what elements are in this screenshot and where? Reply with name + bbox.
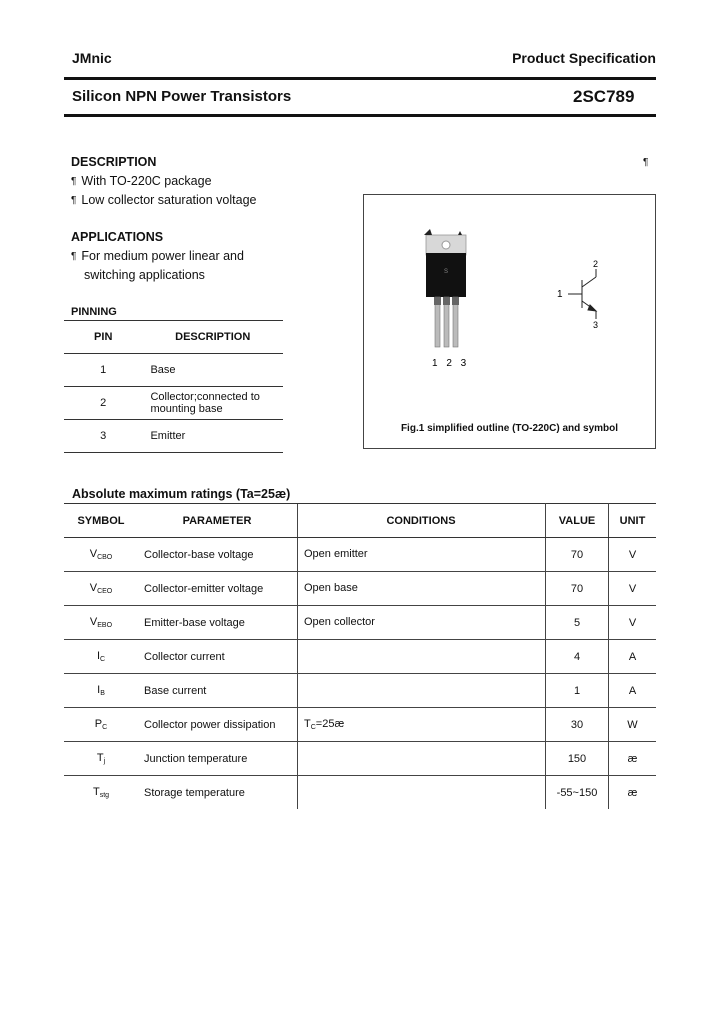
- applications-heading: APPLICATIONS: [71, 230, 164, 244]
- ratings-table: [64, 503, 656, 809]
- pin-description: Base: [142, 354, 283, 387]
- conditions-cell: [298, 538, 546, 572]
- value-cell: 30: [546, 708, 609, 742]
- table-row: [64, 606, 656, 640]
- col-value: VALUE: [546, 504, 609, 538]
- value-cell: 1: [546, 674, 609, 708]
- condition-text: T: [304, 718, 311, 730]
- unit-cell: W: [609, 708, 657, 742]
- unit-cell: V: [609, 538, 657, 572]
- title-rule: [64, 114, 656, 117]
- symbol-label-emitter: 3: [593, 320, 599, 330]
- table-row: [64, 674, 656, 708]
- table-row: [64, 420, 283, 453]
- pin-number: 2: [64, 387, 142, 420]
- npn-transistor-symbol: [568, 269, 596, 319]
- symbol-label-base: 1: [557, 289, 563, 300]
- table-row: [64, 708, 656, 742]
- symbol-cell: [64, 776, 138, 810]
- col-unit: UNIT: [609, 504, 657, 538]
- conditions-cell: [298, 572, 546, 606]
- pin-description: Emitter: [142, 420, 283, 453]
- symbol-cell: [64, 742, 138, 776]
- conditions-cell: [298, 674, 546, 708]
- applications-item-continued: switching applications: [84, 268, 205, 282]
- parameter-cell: Base current: [138, 674, 298, 708]
- table-row: [64, 640, 656, 674]
- table-row: [64, 387, 283, 420]
- symbol-main: P: [94, 718, 103, 730]
- table-row: [64, 776, 656, 810]
- col-symbol: SYMBOL: [64, 504, 138, 538]
- symbol-main: T: [92, 786, 100, 798]
- pinning-col-description: DESCRIPTION: [142, 321, 283, 354]
- stray-glyph: ¶: [643, 157, 649, 168]
- unit-cell: A: [609, 674, 657, 708]
- pinning-col-pin: PIN: [64, 321, 142, 354]
- symbol-subscript: EBO: [97, 622, 113, 629]
- bullet-glyph: ¶: [71, 195, 77, 206]
- symbol-subscript: CBO: [97, 554, 113, 561]
- pinning-table: [64, 320, 283, 453]
- value-cell: -55~150: [546, 776, 609, 810]
- parameter-cell: Storage temperature: [144, 786, 245, 799]
- value-cell: 70: [546, 538, 609, 572]
- symbol-subscript: B: [100, 690, 105, 697]
- symbol-cell: [64, 606, 138, 640]
- table-row: [64, 742, 656, 776]
- parameter-cell: Collector-base voltage: [138, 538, 298, 572]
- pin-number: 1: [64, 354, 142, 387]
- symbol-label-collector: 2: [593, 259, 599, 269]
- symbol-subscript: C: [102, 724, 108, 731]
- symbol-main: V: [89, 548, 98, 560]
- value-cell: 70: [546, 572, 609, 606]
- parameter-cell: Emitter-base voltage: [138, 606, 298, 640]
- svg-text:S: S: [444, 269, 449, 275]
- value-cell: 5: [546, 606, 609, 640]
- condition-text: Open collector: [304, 616, 375, 628]
- col-conditions: CONDITIONS: [298, 504, 546, 538]
- bullet-glyph: ¶: [71, 251, 77, 262]
- part-number: 2SC789: [573, 87, 635, 106]
- ratings-title: Absolute maximum ratings (Ta=25æ): [72, 487, 291, 501]
- table-row: [64, 572, 656, 606]
- conditions-cell: [298, 776, 546, 810]
- symbol-subscript: j: [103, 758, 106, 765]
- parameter-cell: Junction temperature: [138, 742, 298, 776]
- figure-caption: Fig.1 simplified outline (TO-220C) and symbol: [400, 423, 619, 434]
- condition-tail: =25æ: [315, 718, 345, 730]
- description-heading: DESCRIPTION: [71, 155, 157, 169]
- conditions-cell: [298, 640, 546, 674]
- table-row: [64, 538, 656, 572]
- condition-subscript: C: [310, 724, 316, 731]
- applications-item-text: For medium power linear and: [81, 249, 244, 263]
- document-type: Product Specification: [512, 50, 656, 66]
- package-pin-labels: 1 2 3: [432, 358, 470, 369]
- symbol-subscript: C: [100, 656, 106, 663]
- symbol-main: I: [97, 684, 101, 696]
- product-title: Silicon NPN Power Transistors: [72, 88, 292, 105]
- symbol-cell: [64, 538, 138, 572]
- symbol-cell: [64, 572, 138, 606]
- symbol-main: T: [96, 752, 104, 764]
- symbol-cell: [64, 708, 138, 742]
- description-item-text: Low collector saturation voltage: [81, 193, 257, 207]
- condition-text: Open base: [304, 582, 358, 594]
- header-rule: [64, 77, 656, 80]
- symbol-subscript: CEO: [97, 588, 113, 595]
- applications-item: [71, 249, 244, 263]
- symbol-main: I: [96, 650, 100, 662]
- bullet-glyph: ¶: [71, 176, 77, 187]
- condition-text: Open emitter: [304, 548, 368, 560]
- unit-cell: æ: [609, 742, 657, 776]
- pinning-heading: PINNING: [71, 306, 117, 318]
- conditions-cell: [298, 606, 546, 640]
- pin-description: Collector;connected to mounting base: [142, 387, 283, 420]
- pin-number: 3: [64, 420, 142, 453]
- symbol-main: V: [89, 616, 98, 628]
- conditions-cell: [298, 742, 546, 776]
- value-cell: 4: [546, 640, 609, 674]
- package-outline-and-symbol: [364, 195, 655, 448]
- parameter-cell: Collector current: [138, 640, 298, 674]
- symbol-main: V: [89, 582, 98, 594]
- col-parameter: PARAMETER: [138, 504, 298, 538]
- description-item: [71, 193, 256, 207]
- unit-cell: A: [609, 640, 657, 674]
- figure-box: [363, 194, 656, 449]
- brand-name: JMnic: [72, 50, 112, 66]
- value-cell: 150: [546, 742, 609, 776]
- description-item-text: With TO-220C package: [81, 174, 212, 188]
- symbol-cell: [64, 640, 138, 674]
- unit-cell: V: [609, 606, 657, 640]
- unit-cell: æ: [627, 786, 638, 799]
- to220-package-drawing: [424, 229, 466, 347]
- symbol-subscript: stg: [99, 792, 110, 799]
- parameter-cell: Collector-emitter voltage: [138, 572, 298, 606]
- conditions-cell: [298, 708, 546, 742]
- symbol-cell: [64, 674, 138, 708]
- table-row: [64, 354, 283, 387]
- parameter-cell: Collector power dissipation: [138, 708, 298, 742]
- description-item: [71, 174, 212, 188]
- unit-cell: V: [609, 572, 657, 606]
